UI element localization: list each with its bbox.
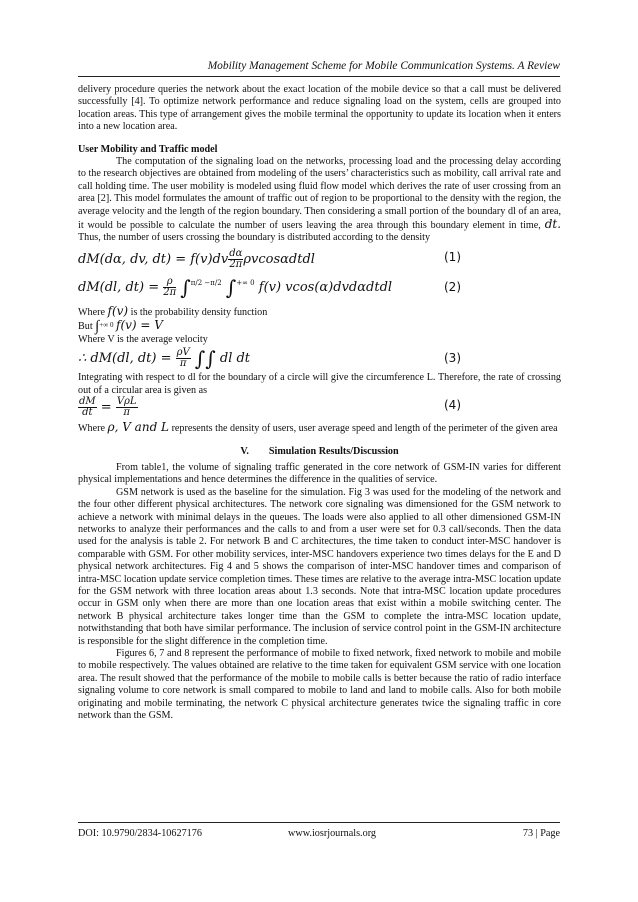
eq3-frac-bot: π [179,358,187,370]
equation-3-expr [78,348,250,369]
paragraph-fluid-flow [78,156,561,245]
eq1-fraction [228,249,243,270]
eq2-lhs: dM(dl, dt) = [78,279,160,295]
paragraph-fluid-flow-tail: Thus, the number of users crossing the boundary is distributed according to the density [78,232,431,244]
equation-2-number: (2) [444,279,461,294]
equation-1-number: (1) [444,249,461,264]
eq2-int1-upper: π/2 [190,278,203,287]
math-fv-equals-v: f(v) = V [116,318,163,333]
eq2-integral-2: ∫ [225,275,237,300]
eq1-lhs: dM(dα, dv, dt) = f(v)dv [78,251,229,267]
but-integral: ∫ [95,318,100,335]
eq2-int2-upper: +∞ [236,278,248,287]
section-heading-v [78,446,561,458]
equation-4 [78,397,561,421]
eq3-lhs: ∴ dM(dl, dt) = [78,351,172,367]
math-fv: f(v) [107,303,129,318]
section-number: V. [240,445,249,457]
footer-website: www.iosrjournals.org [288,828,377,839]
footer-page-number: 73 | Page [522,828,560,839]
eq3-integral-1: ∫ [194,346,206,371]
equation-2-expr [78,277,392,298]
where3-label: Where [78,422,105,434]
where1-text: is the probability density function [130,306,268,318]
but-limits [99,321,113,329]
body-text [78,84,561,722]
paragraph-fluid-flow-text: The computation of the signaling load on the networks, processing load and the processing delay according to the research objectives are obtained from modeling of the users’ characteristics such as mobility, call arrival rate and call holding time. The user mobility is modeled using fluid flow model which derives the rate of user crossing from an area [2]. This model formulates the amount of traffic out of region to be proportional to the density with the region, the average velocity and the length of the region boundary. Then considering a small portion of the boundary dl of an area, it would be possible to calculate the number of users leaving the area through this boundary element in time, [78,156,561,232]
where1-label: Where [78,306,105,318]
eq2-integral-1: ∫ [180,275,191,300]
eq2-int2-lower: 0 [250,278,255,287]
math-dt: dt. [544,217,562,232]
eq1-frac-top: dα [229,247,243,259]
equation-4-expr [78,397,138,418]
eq4-lhs-top: dM [79,395,96,407]
paragraph-location-areas: delivery procedure queries the network about the exact location of the mobile device so that a call must be delivered successfully [4]. To optimize network performance and reduce signaling load on the system, cells are grouped into location areas. This type of arrangement gives the mobile terminal the opportunity to update its location when it enters into a new location area. [78,84,561,133]
eq1-rhs: ρvcosαdtdl [243,251,315,267]
where-variables [78,421,561,436]
but-label: But [78,321,93,333]
paragraph-figures-6-8: Figures 6, 7 and 8 represent the performance of mobile to fixed network, fixed network to mobile and mobile to mobile respectively. The values obtained are relative to the time taken for equivalent GSM service with one location area. The result showed that the performance of the mobile to mobile calls is better because the ratio of radio interface signaling volume to core network is small compared to mobile to land and land to mobile calls. Also for both mobile originating and mobile terminating, the network C physical architecture generates twice the signaling traffic in core network than the GSM. [78,648,561,722]
equation-1 [78,245,561,271]
eq3-frac-top: ρV [176,347,190,359]
eq2-int2-limits [236,279,254,287]
eq4-lhs-bot: dt [82,406,93,418]
eq2-int1-limits [191,279,222,287]
subsection-heading: User Mobility and Traffic model [78,143,218,155]
but-lower: 0 [109,321,114,330]
header-rule [78,76,560,77]
eq4-fraction [116,397,138,418]
paragraph-table1: From table1, the volume of signaling traffic generated in the core network of GSM-IN varies for different physical implementations and hence determines the difference in the qualities of service. [78,461,561,486]
but-line [78,319,561,333]
eq1-frac-bot: 2π [229,258,243,270]
footer-rule [78,822,560,823]
eq2-frac-bot: 2π [163,286,177,298]
paragraph-circumference: Integrating with respect to dl for the boundary of a circle will give the circumference L. Therefore, the rate of crossing out of a circular area is given as [78,372,561,396]
eq3-rhs: dl dt [219,351,251,367]
running-head: Mobility Management Scheme for Mobile Communication Systems. A Review [207,60,560,72]
equation-1-expr [78,249,315,270]
eq4-frac-top: VρL [116,395,137,407]
but-upper: +∞ [99,321,109,330]
eq2-frac-top: ρ [163,277,176,288]
eq2-int1-lower: −π/2 [204,278,222,287]
math-rho-v-l: ρ, V and L [107,419,170,434]
equation-3 [78,346,561,372]
eq2-rhs: f(v) vcos(α)dvdαdtdl [258,279,393,295]
eq4-lhs-fraction [78,397,97,418]
equation-2 [78,271,561,305]
eq4-frac-bot: π [123,406,130,418]
where-velocity: Where V is the average velocity [78,333,208,345]
eq3-integral-2: ∫ [205,346,216,371]
equation-4-number: (4) [444,397,461,412]
equation-3-number: (3) [444,351,461,366]
section-title: Simulation Results/Discussion [268,445,399,457]
where3-text: represents the density of users, user average speed and length of the perimeter of the given area [171,422,558,434]
eq2-fraction [163,277,176,298]
where-pdf [78,305,561,319]
paragraph-gsm-baseline: GSM network is used as the baseline for the simulation. Fig 3 was used for the modeling of the network and the four other different physical architectures. The network core signaling was dimensioned for the GSM network to achieve a network with minimal delays in the queues. The loads were also applied to all other dimensioned GSM-IN networks to analyze their performances and the calls to and from a user were set for 0.3 call/seconds. Then the data used for the analysis is table 2. For network B and C architectures, the time taken to conduct inter-MSC handover is comparable with GSM. For other mobility services, inter-MSC handovers experience two times delays for the E and D physical network architectures. Fig 4 and 5 shows the comparison of inter-MSC handover times and comparison of intra-MSC location update service completion times. These times are relative to the average intra-MSC location update for the GSM network with three location areas about 1.3 seconds. Note that intra-MSC location update procedures occur in GSM only when there are more than one location areas that exist within a mobile switching center. The network B physical architecture takes longer time than the GSM to complete the intra-MSC location update, notwithstanding that both have similar performance. The inclusion of service control point in the GSM-IN architecture is responsible for the slight difference in the completion time. [78,486,561,647]
eq4-equals: = [100,399,112,415]
eq3-fraction [176,348,191,369]
footer-doi: DOI: 10.9790/2834-10627176 [78,828,202,839]
